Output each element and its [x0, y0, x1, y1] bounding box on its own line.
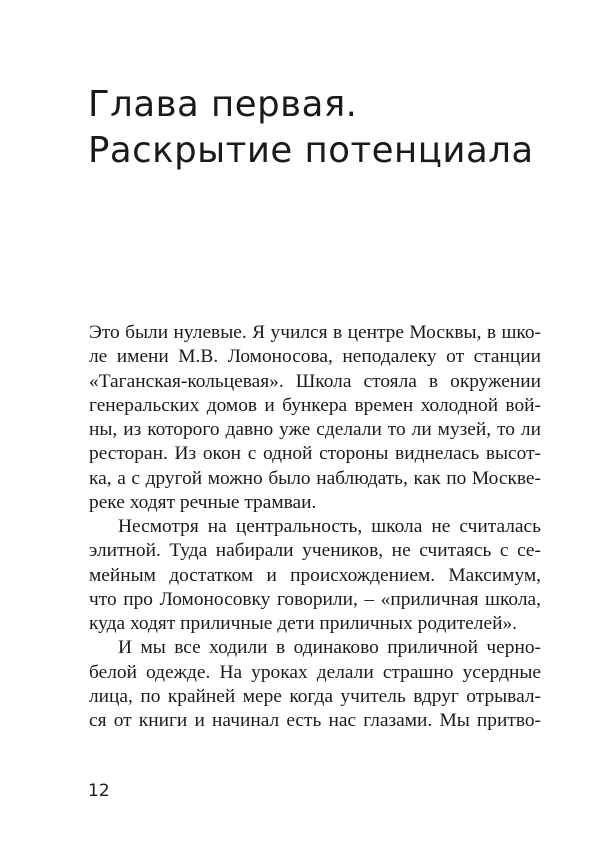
paragraph-2-line-5: куда ходят приличные дети приличных родителей».	[89, 613, 517, 634]
paragraph-2-line-2: элитной. Туда набирали учеников, не считаясь с се-	[89, 540, 541, 562]
paragraph-2-line-3: мейным достатком и происхождением. Максимум,	[89, 564, 541, 586]
chapter-title-line-2: Раскрытие потенциала	[88, 130, 534, 171]
chapter-title	[88, 82, 568, 174]
paragraph-3-line-3: лица, по крайней мере когда учитель вдруг отрывал-	[89, 685, 541, 707]
body-text	[89, 321, 541, 733]
paragraph-1-line-4: генеральских домов и бункера времен холодной вой-	[89, 394, 541, 416]
paragraph-1-line-8: реке ходят речные трамваи.	[89, 491, 317, 513]
paragraph-1-line-2: ле имени М.В. Ломоносова, неподалеку от станции	[89, 346, 541, 368]
paragraph-2-line-1: Несмотря на центральность, школа не считалась	[118, 516, 541, 537]
paragraph-1-line-7: ка, а с другой можно было наблюдать, как по Москве-	[89, 467, 541, 489]
paragraph-1-line-3: «Таганская-кольцевая». Школа стояла в окружении	[89, 370, 541, 392]
paragraph-1-line-5: ны, из которого давно уже сделали то ли музей, то ли	[89, 419, 541, 440]
paragraph-1-line-6: ресторан. Из окон с одной стороны виднелась высот-	[89, 443, 541, 465]
paragraph-3-line-2: белой одежде. На уроках делали страшно усердные	[89, 661, 541, 683]
paragraph-3-line-1: И мы все ходили в одинаково приличной черно-	[118, 637, 541, 659]
paragraph-1-line-1: Это были нулевые. Я учился в центре Москвы, в шко-	[89, 322, 541, 343]
paragraph-3-line-4: ся от книги и начинал есть нас глазами. Мы притво-	[89, 710, 541, 731]
page-number: 12	[88, 781, 110, 801]
chapter-title-line-1: Глава первая.	[88, 84, 358, 125]
paragraph-2-line-4: что про Ломоносовку говорили, – «приличная школа,	[89, 588, 541, 610]
